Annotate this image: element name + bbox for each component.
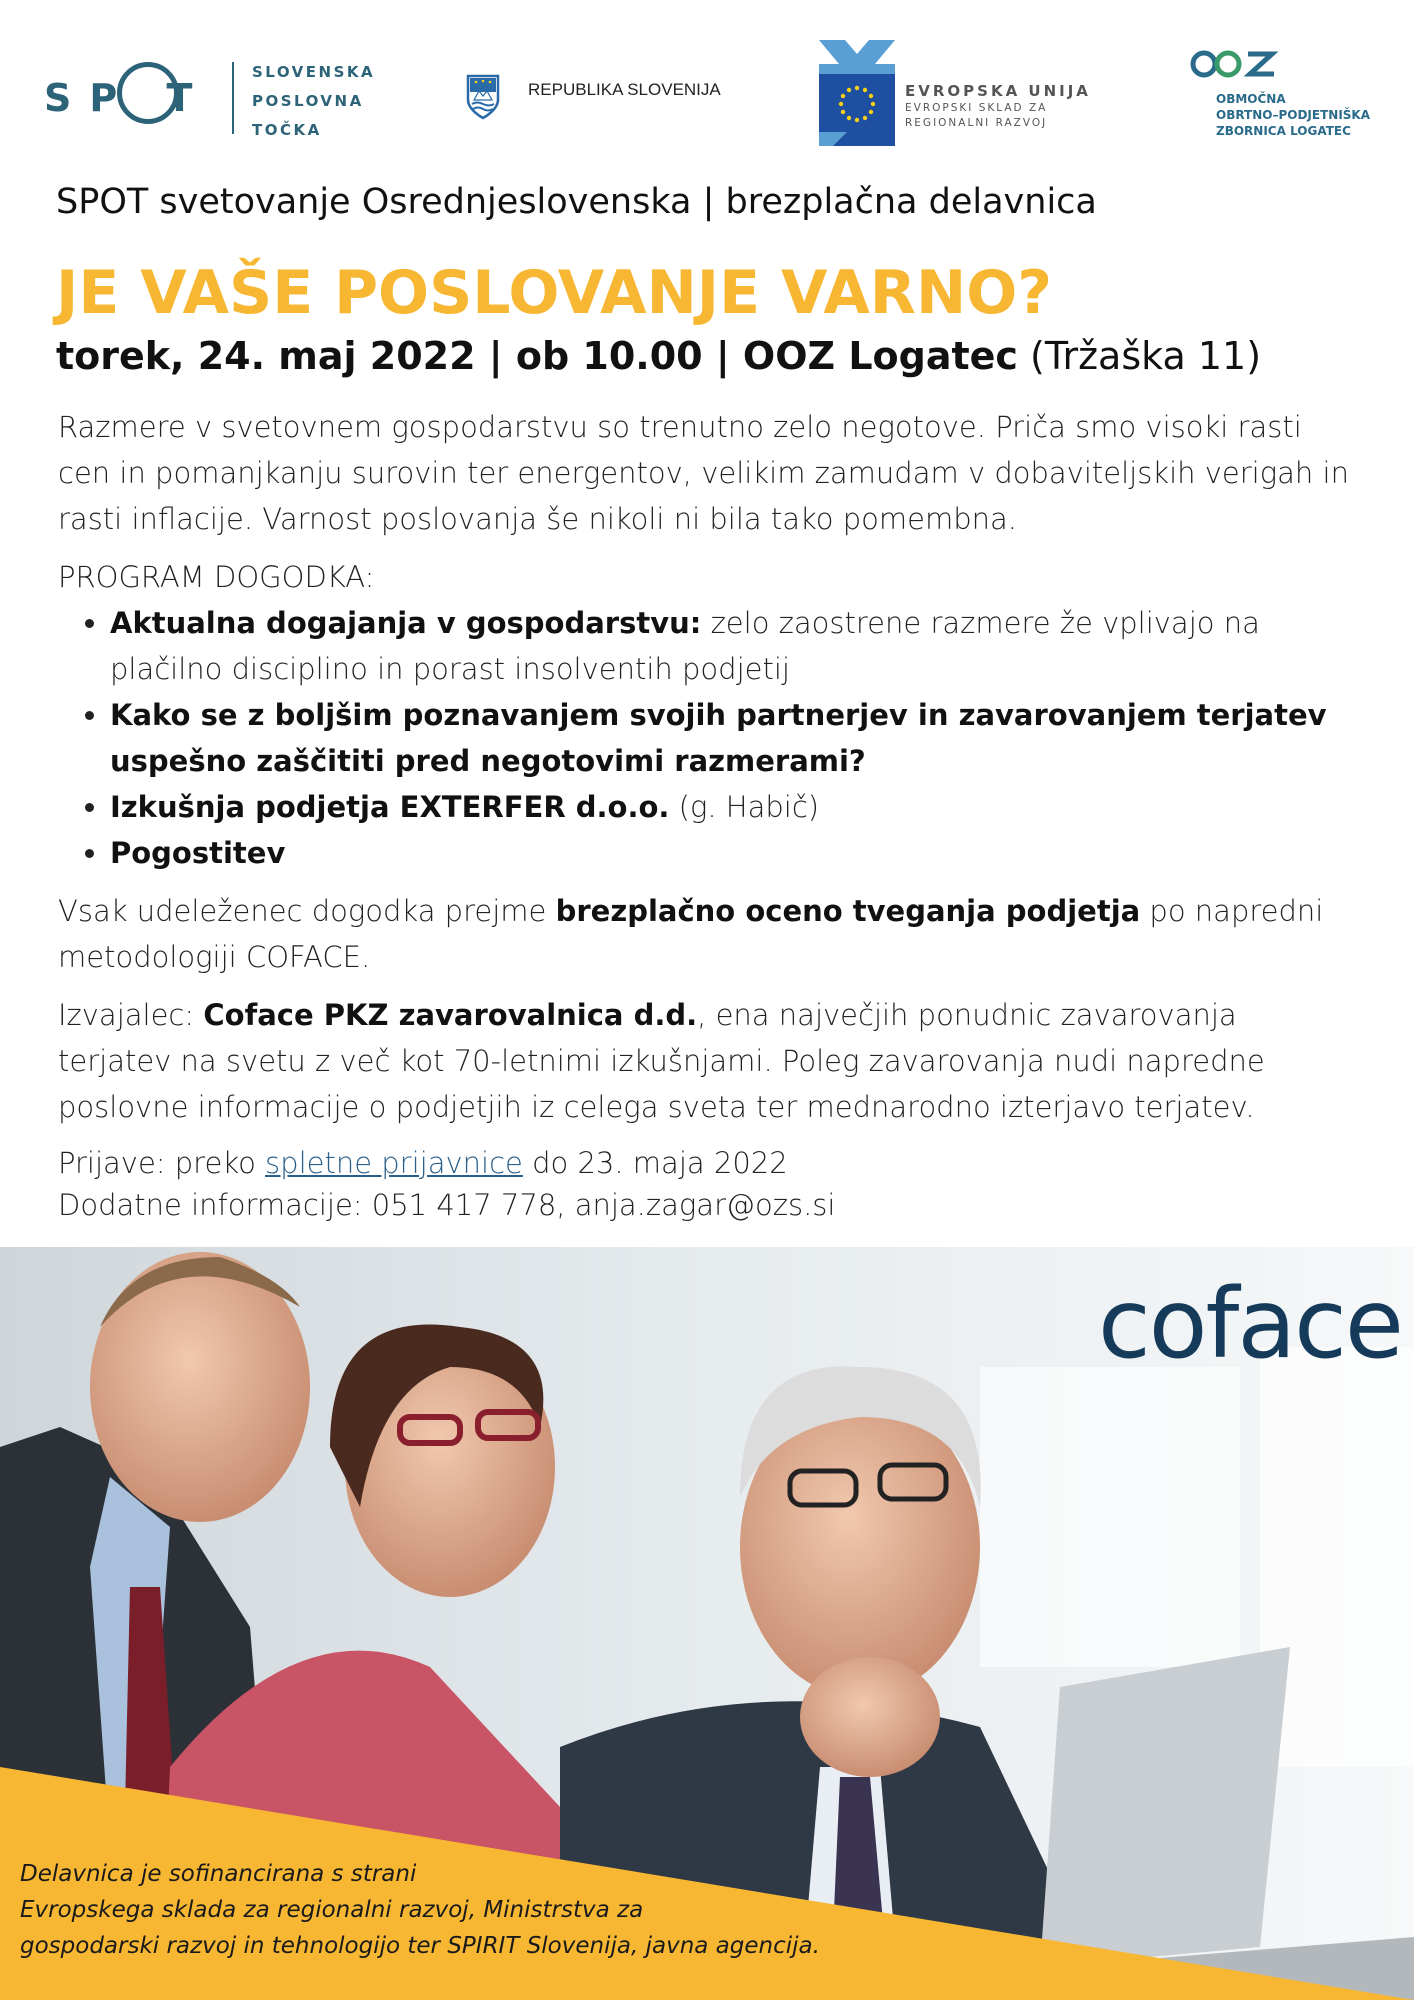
offer-paragraph: [58, 888, 1358, 980]
spot-letters: SP T: [44, 76, 211, 120]
spot-o-circle: [117, 62, 179, 124]
offer-bold: brezplačno oceno tveganja podjetja: [555, 894, 1141, 928]
eu-subtitle: EVROPSKI SKLAD ZA REGIONALNI RAZVOJ: [905, 102, 1048, 129]
logo-bar: [0, 0, 1414, 160]
registration-link[interactable]: spletne prijavnice: [265, 1146, 523, 1180]
eu-flag-icon: [817, 40, 897, 148]
eu-text: [905, 84, 1091, 131]
eu-logo: [817, 40, 1091, 150]
registration-post: do 23. maja 2022: [522, 1146, 788, 1180]
ooz-logatec-text: OBMOČNA OBRTNO–PODJETNIŠKA ZBORNICA LOGATEC: [1216, 92, 1371, 138]
provider-bold: Coface PKZ zavarovalnica d.d.: [203, 998, 698, 1032]
event-dateline: [56, 334, 1261, 378]
intro-paragraph: Razmere v svetovnem gospodarstvu so trenutno zelo negotove. Priča smo visoki rasti cen in pomanjkanju surovin ter energentov, velikim zamudam v dobaviteljskih verigah in rasti inflacije. Varnost poslovanja še nikoli ni bila tako pomembna.: [58, 410, 1349, 536]
program-item: [110, 784, 1358, 830]
republika-slovenija-label: REPUBLIKA SLOVENIJA: [528, 80, 721, 99]
program-item: [110, 830, 1358, 876]
program-item-bold: Kako se z boljšim poznavanjem svojih partnerjev in zavarovanjem terjatev uspešno zaščititi pred negotovimi razmerami?: [110, 698, 1327, 778]
program-item-bold: Izkušnja podjetja EXTERFER d.o.o.: [110, 790, 670, 824]
republika-slovenija-logo: [466, 74, 726, 124]
main-content: [58, 404, 1358, 1226]
event-subtitle: SPOT svetovanje Osrednjeslovenska | brezplačna delavnica: [56, 182, 1097, 222]
program-item: [110, 692, 1358, 784]
slovenia-crest-icon: [466, 74, 500, 120]
registration-pre: Prijave: preko: [58, 1146, 266, 1180]
event-address: (Tržaška 11): [1017, 334, 1262, 378]
cofinancing-note: Delavnica je sofinancirana s strani Evropskega sklada za regionalni razvoj, Ministrstva za gospodarski razvoj in tehnologijo ter SPIRIT Slovenija, javna agencija.: [20, 1861, 820, 1959]
event-date-bold: torek, 24. maj 2022 | ob 10.00 | OOZ Logatec: [56, 334, 1018, 378]
eu-title: EVROPSKA UNIJA: [905, 82, 1091, 100]
program-item-text: (g. Habič): [669, 790, 820, 824]
program-item-bold: Aktualna dogajanja v gospodarstvu:: [110, 606, 702, 640]
program-item: [110, 600, 1358, 692]
provider-paragraph: [58, 992, 1358, 1130]
provider-post: , ena največjih ponudnic zavarovanja terjatev na svetu z več kot 70-letnimi izkušnjami. Poleg zavarovanja nudi napredne poslovne informacije o podjetjih iz celega sveta ter mednarodno izterjavo terjatev.: [58, 998, 1265, 1124]
spot-logo: [44, 58, 374, 138]
program-list: [58, 600, 1358, 876]
spot-words: SLOVENSKA POSLOVNA TOČKA: [252, 63, 376, 139]
registration-line: [58, 1142, 1358, 1184]
program-item-bold: Pogostitev: [110, 836, 286, 870]
page-title: JE VAŠE POSLOVANJE VARNO?: [56, 258, 1053, 328]
offer-post: po napredni metodologiji COFACE.: [58, 894, 1324, 974]
contact-info: Dodatne informacije: 051 417 778, anja.zagar@ozs.si: [58, 1188, 836, 1222]
coface-logo: coface: [1098, 1268, 1402, 1380]
offer-pre: Vsak udeleženec dogodka prejme: [58, 894, 556, 928]
spot-divider: [232, 62, 234, 134]
program-heading: PROGRAM DOGODKA:: [58, 560, 375, 594]
ooz-logatec-logo: [1190, 44, 1390, 144]
provider-pre: Izvajalec:: [58, 998, 204, 1032]
program-item-text: zelo zaostrene razmere že vplivajo na plačilno disciplino in porast insolventih podjetij: [110, 606, 1260, 686]
ooz-mark-icon: [1190, 44, 1280, 84]
